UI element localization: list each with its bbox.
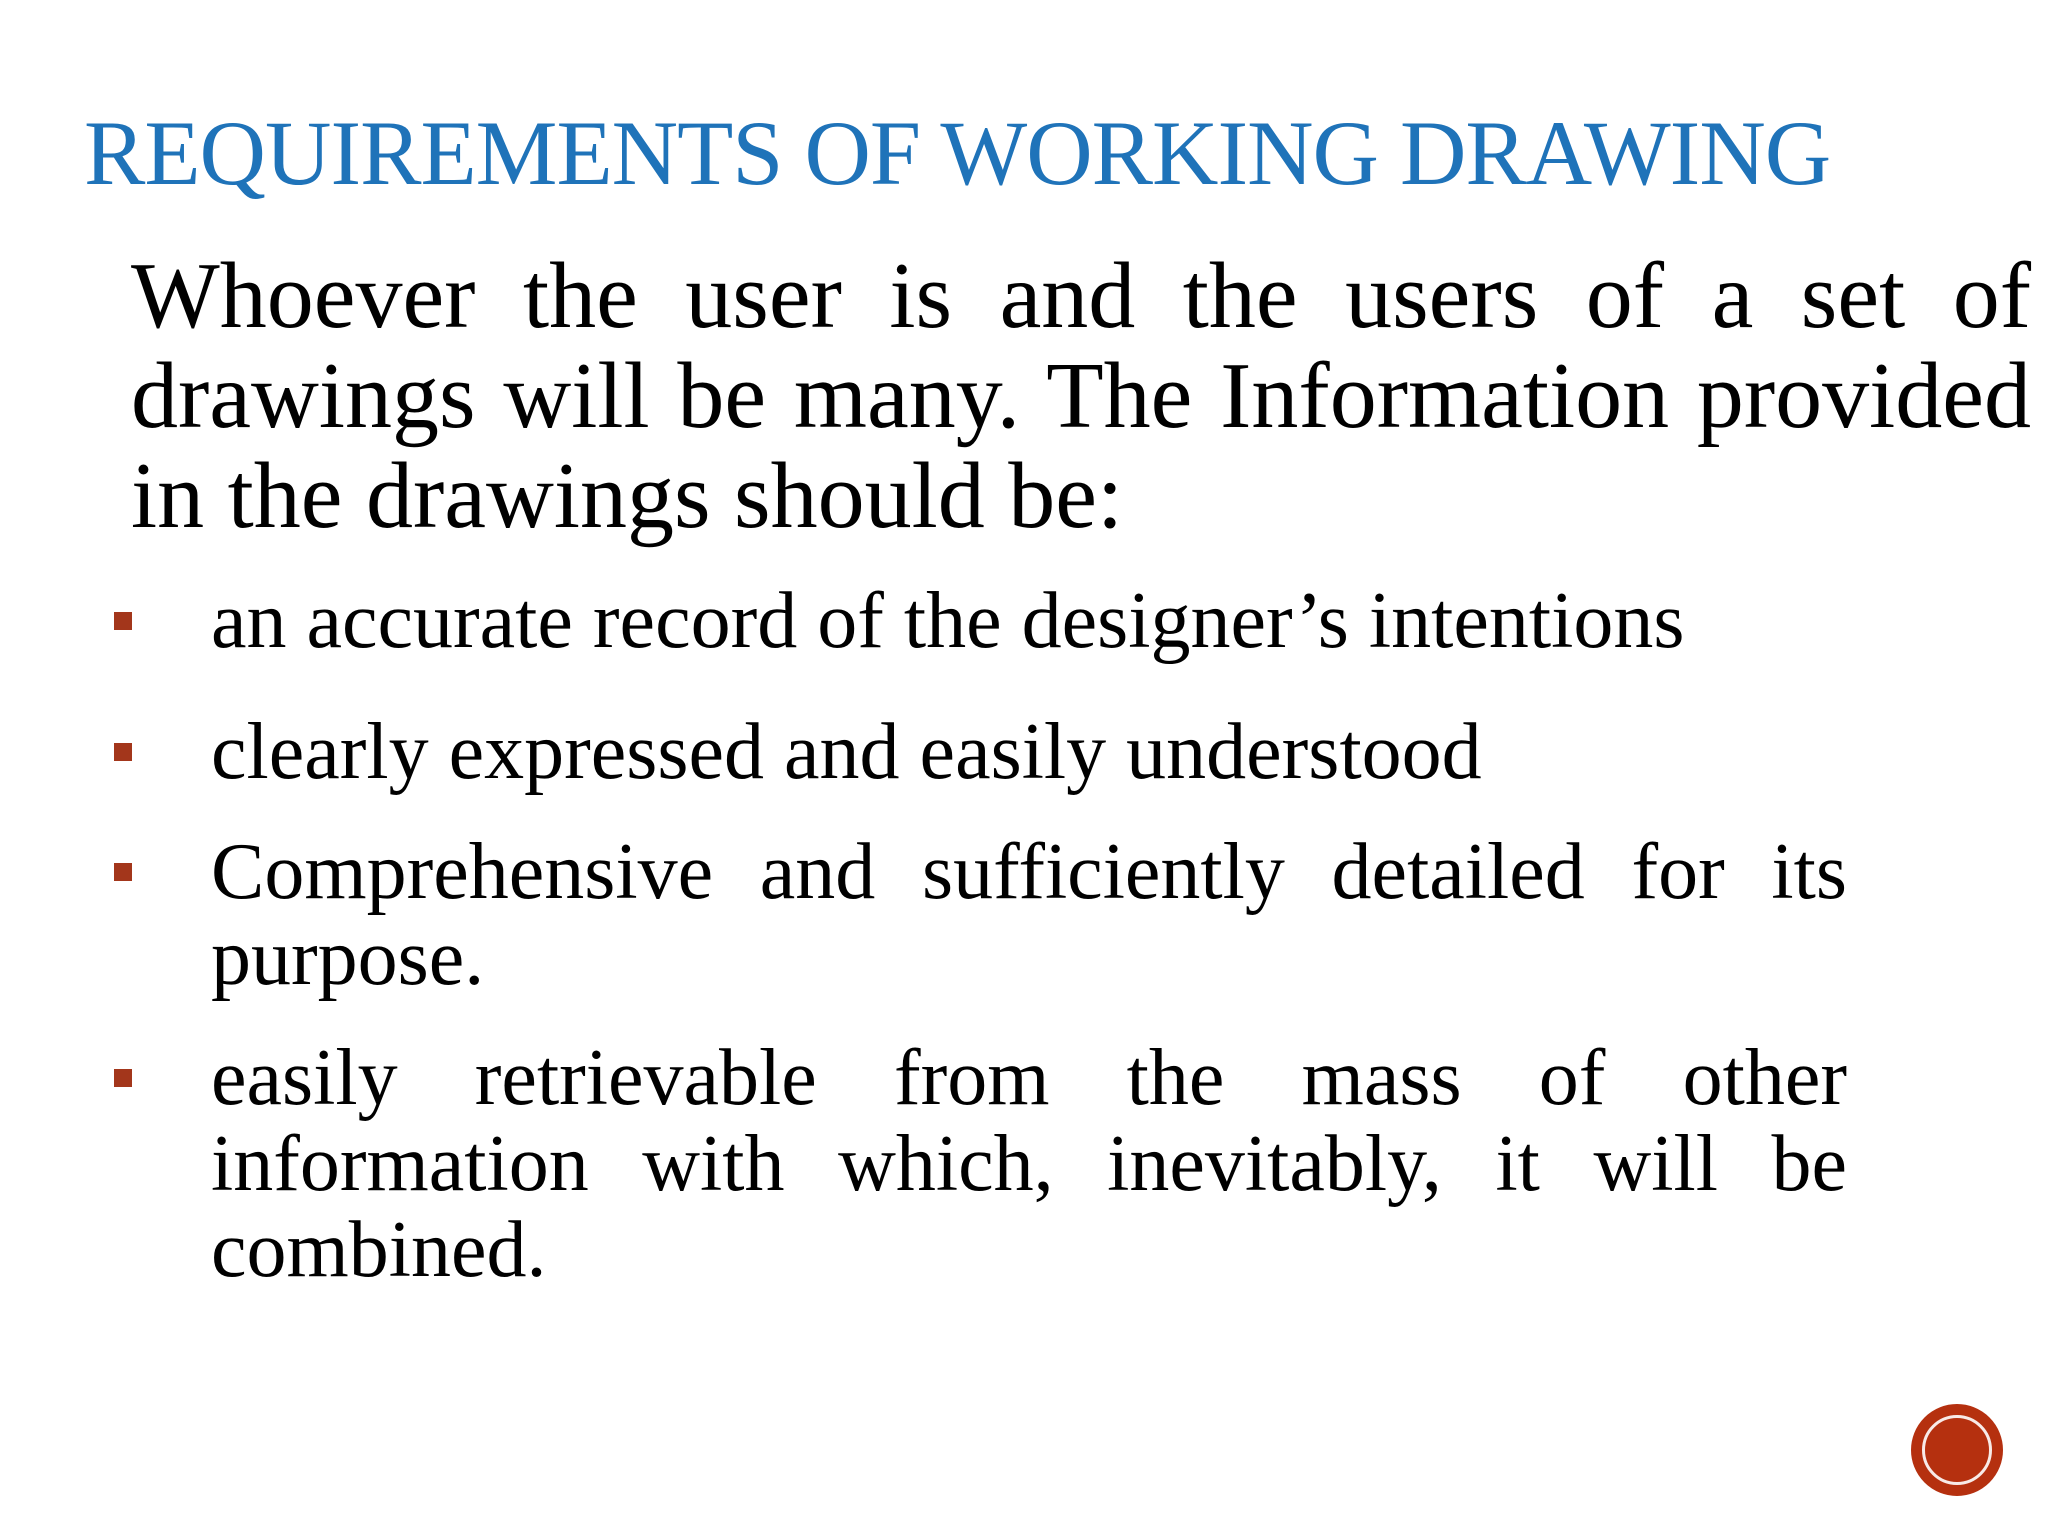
slide-title: REQUIREMENTS OF WORKING DRAWING — [84, 102, 1831, 204]
square-bullet-icon — [114, 863, 132, 881]
bullet-item — [0, 829, 2048, 1001]
square-bullet-icon — [114, 1069, 132, 1087]
bullet-item — [0, 709, 2048, 795]
bullet-text: Comprehensive and sufficiently detailed for its purpose. — [211, 828, 1847, 1002]
intro-paragraph: Whoever the user is and the users of a set of drawings will be many. The Information provided in the drawings should be: — [131, 244, 2031, 548]
bullet-item — [0, 1035, 2048, 1293]
bullet-text: clearly expressed and easily understood — [211, 708, 1482, 796]
bullet-list — [0, 578, 2048, 1293]
square-bullet-icon — [114, 612, 132, 630]
bullet-text: easily retrievable from the mass of other information with which, inevitably, it will be combined. — [211, 1034, 1847, 1294]
bullet-text: an accurate record of the designer’s intentions — [211, 577, 1685, 665]
bullet-item — [0, 578, 2048, 664]
slide-nav-button[interactable] — [1911, 1404, 2003, 1496]
circle-nav-icon — [1922, 1415, 1992, 1485]
square-bullet-icon — [114, 743, 132, 761]
